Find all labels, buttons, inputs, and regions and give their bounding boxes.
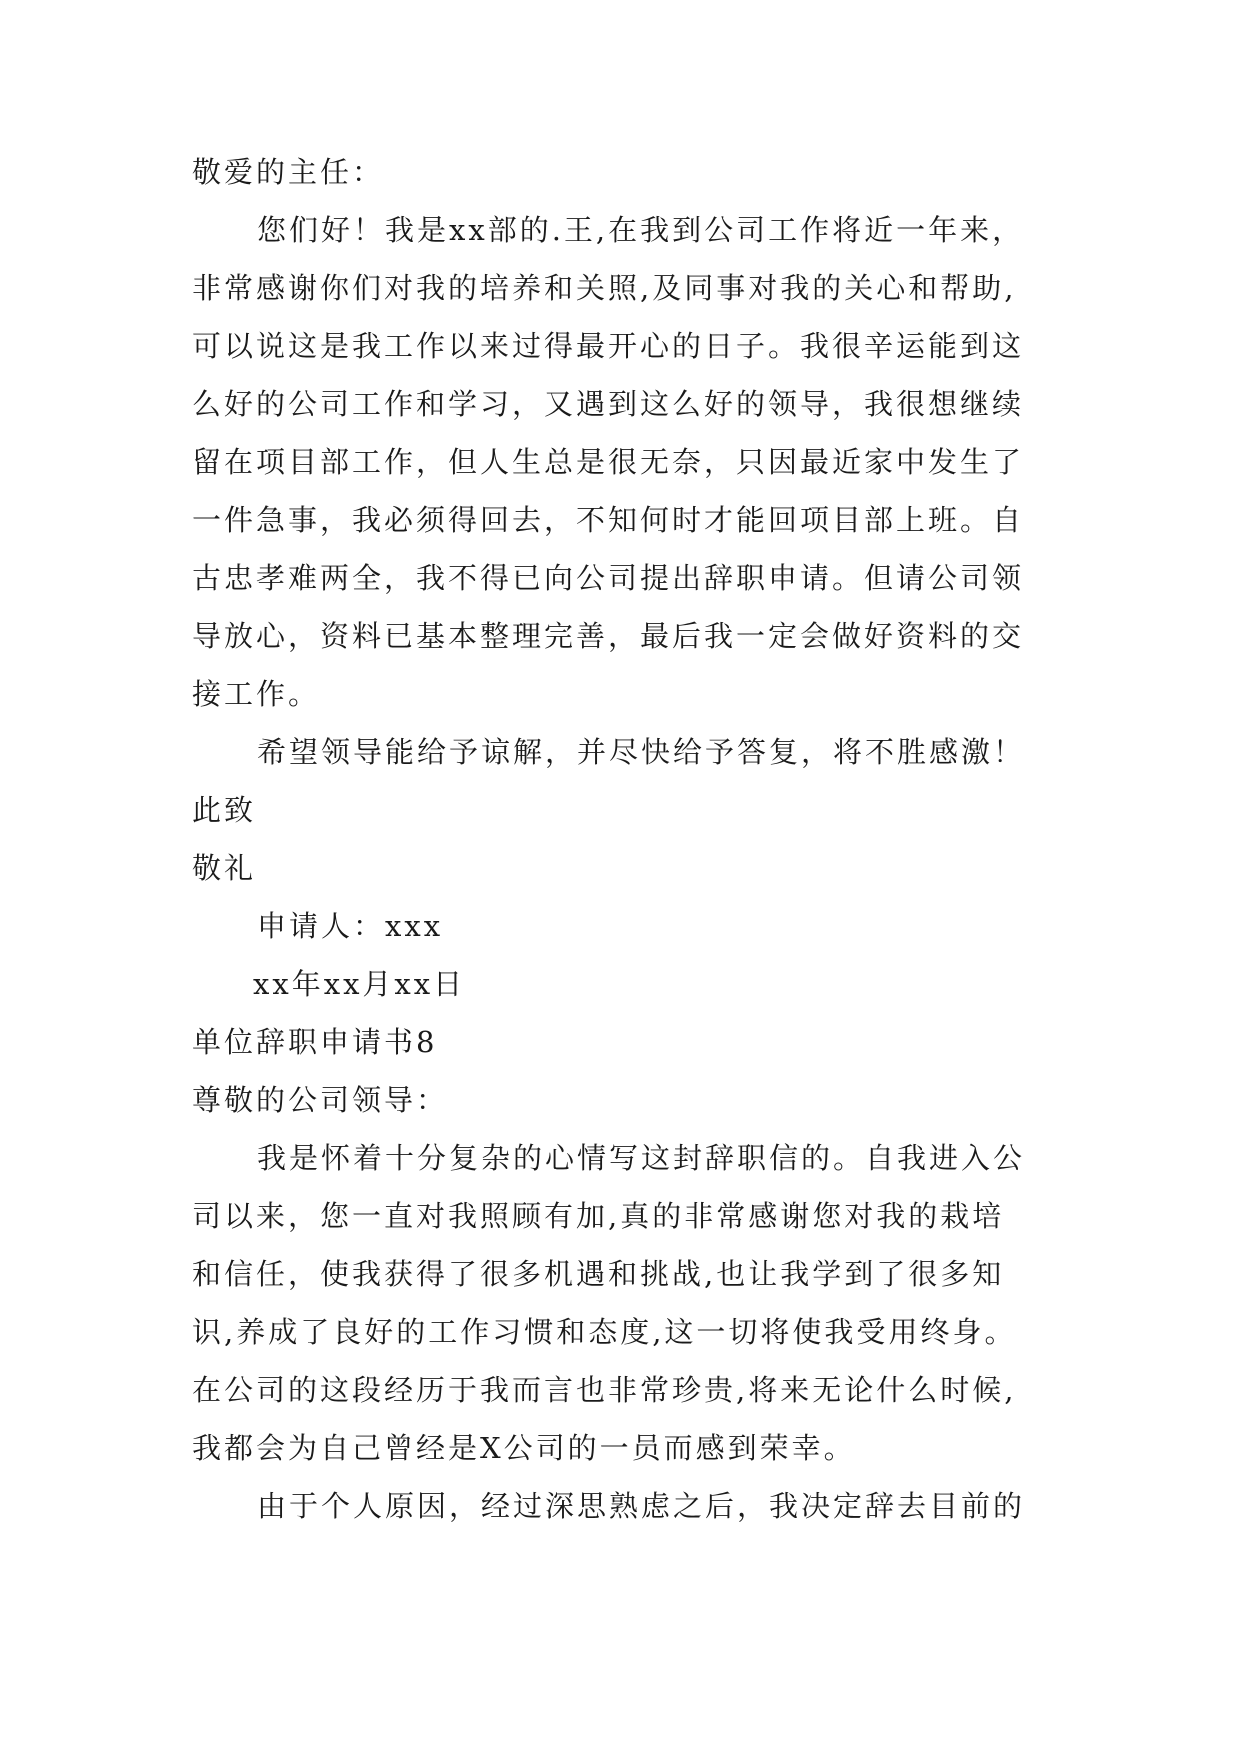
applicant-line: 申请人：xxx [257,909,444,943]
paragraph-line: 古忠孝难两全，我不得已向公司提出辞职申请。但请公司领 [192,561,1025,595]
section-title: 单位辞职申请书8 [192,1025,438,1059]
paragraph-line: 我是怀着十分复杂的心情写这封辞职信的。自我进入公 [257,1141,1026,1175]
paragraph-line: 在公司的这段经历于我而言也非常珍贵,将来无论什么时候, [192,1373,1017,1407]
closing-line: 此致 [192,793,257,827]
salutation-1: 敬爱的主任： [192,155,385,189]
paragraph-line: 由于个人原因，经过深思熟虑之后，我决定辞去目前的 [257,1489,1026,1523]
paragraph-line: 接工作。 [192,677,321,711]
paragraph-line: 和信任，使我获得了很多机遇和挑战,也让我学到了很多知 [192,1257,1005,1291]
paragraph-line: 您们好！我是xx部的.王,在我到公司工作将近一年来， [257,213,1025,247]
paragraph-line: 一件急事，我必须得回去，不知何时才能回项目部上班。自 [192,503,1025,537]
paragraph-line: 么好的公司工作和学习，又遇到这么好的领导，我很想继续 [192,387,1025,421]
salutation-2: 尊敬的公司领导： [192,1083,449,1117]
paragraph-line: 可以说这是我工作以来过得最开心的日子。我很辛运能到这 [192,329,1025,363]
paragraph-line: 希望领导能给予谅解，并尽快给予答复，将不胜感激！ [257,735,1026,769]
paragraph-line: 留在项目部工作，但人生总是很无奈，只因最近家中发生了 [192,445,1025,479]
date-line: xx年xx月xx日 [253,967,466,1001]
paragraph-line: 识,养成了良好的工作习惯和态度,这一切将使我受用终身。 [192,1315,1017,1349]
paragraph-line: 我都会为自己曾经是X公司的一员而感到荣幸。 [192,1431,856,1465]
paragraph-line: 司以来，您一直对我照顾有加,真的非常感谢您对我的栽培 [192,1199,1005,1233]
paragraph-line: 非常感谢你们对我的培养和关照,及同事对我的关心和帮助, [192,271,1017,305]
closing-line: 敬礼 [192,851,257,885]
paragraph-line: 导放心，资料已基本整理完善，最后我一定会做好资料的交 [192,619,1025,653]
